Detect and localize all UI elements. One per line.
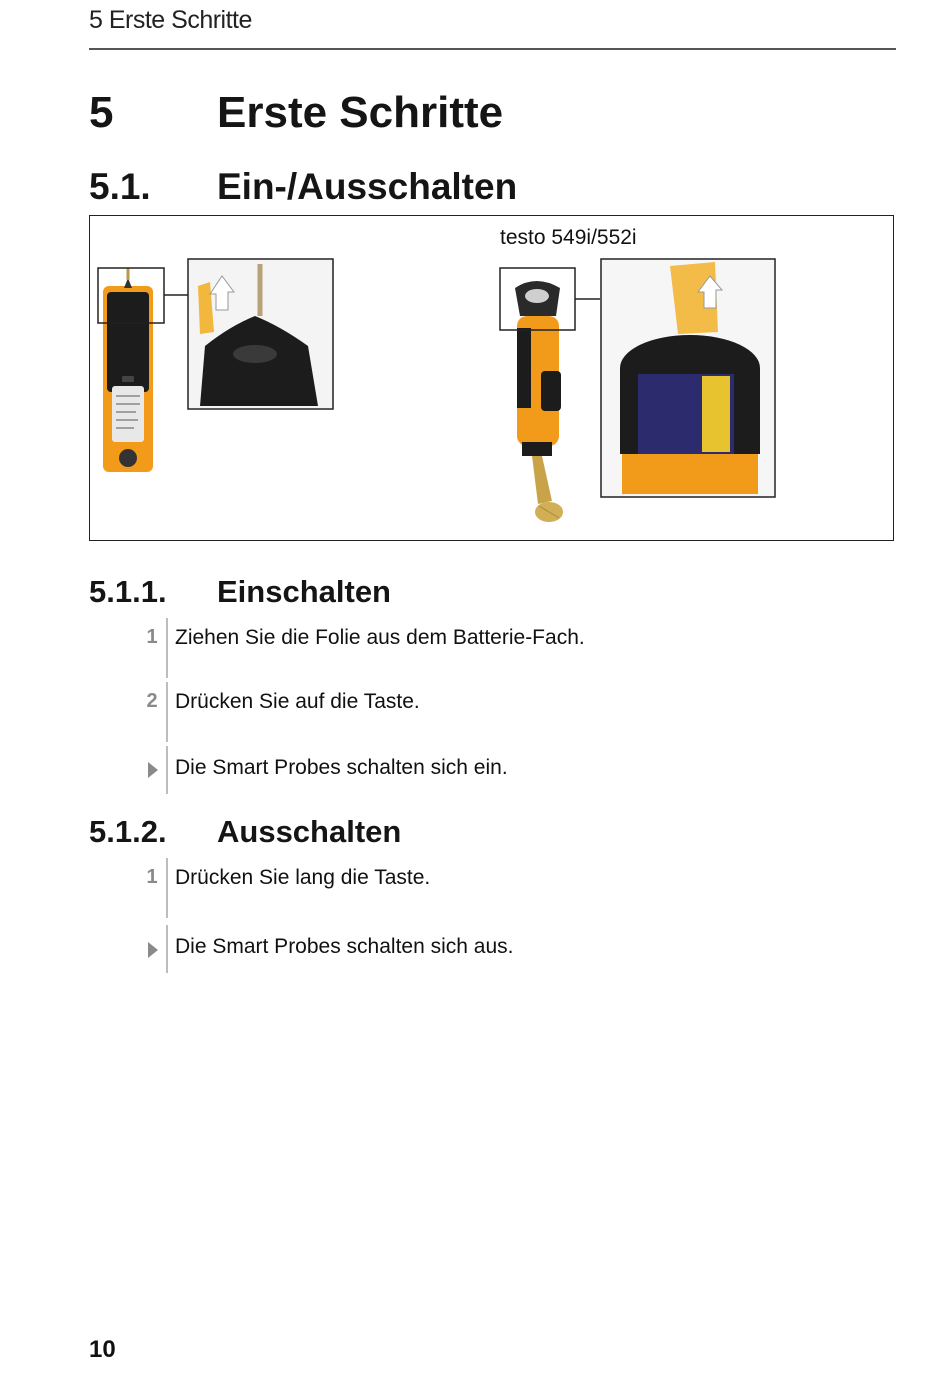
- page-number: 10: [89, 1336, 116, 1363]
- section-number: 5.1.: [89, 166, 151, 207]
- step-number: 2: [146, 690, 158, 712]
- step-bar: [166, 746, 168, 794]
- subsection-heading-ausschalten: [89, 814, 401, 850]
- running-header: 5 Erste Schritte: [89, 6, 252, 34]
- figure-caption: testo 549i/552i: [500, 226, 637, 249]
- battery-detail-left-image: [189, 260, 334, 408]
- step-text: Drücken Sie lang die Taste.: [175, 866, 431, 889]
- subsection-title: Ausschalten: [217, 814, 402, 849]
- device-illustration: [90, 216, 892, 539]
- step-item: [140, 618, 840, 678]
- subsection-number: 5.1.2.: [89, 814, 167, 849]
- step-item: [140, 682, 840, 742]
- step-number: 1: [146, 626, 158, 648]
- result-item: [140, 925, 840, 973]
- subsection-heading-einschalten: [89, 574, 391, 610]
- step-bar: [166, 925, 168, 973]
- subsection-title: Einschalten: [217, 574, 391, 609]
- result-item: [140, 746, 840, 794]
- header-rule: [89, 48, 896, 50]
- step-text: Ziehen Sie die Folie aus dem Batterie-Fach.: [175, 626, 585, 649]
- device-figure: [89, 215, 894, 541]
- step-bar: [166, 858, 168, 918]
- battery-detail-right-image: [601, 260, 774, 497]
- section-heading: [89, 166, 517, 208]
- chapter-number: 5: [89, 88, 114, 137]
- chapter-heading: [89, 88, 503, 138]
- result-arrow-icon: [147, 941, 159, 959]
- probe-549i-image: [103, 268, 153, 472]
- result-text: Die Smart Probes schalten sich aus.: [175, 935, 514, 958]
- subsection-number: 5.1.1.: [89, 574, 167, 609]
- step-bar: [166, 682, 168, 742]
- step-text: Drücken Sie auf die Taste.: [175, 690, 420, 713]
- step-number: 1: [146, 866, 158, 888]
- step-bar: [166, 618, 168, 678]
- probe-552i-image: [515, 281, 563, 522]
- result-text: Die Smart Probes schalten sich ein.: [175, 756, 508, 779]
- step-item: [140, 858, 840, 918]
- section-title: Ein-/Ausschalten: [217, 166, 518, 207]
- chapter-title: Erste Schritte: [217, 88, 504, 137]
- result-arrow-icon: [147, 761, 159, 779]
